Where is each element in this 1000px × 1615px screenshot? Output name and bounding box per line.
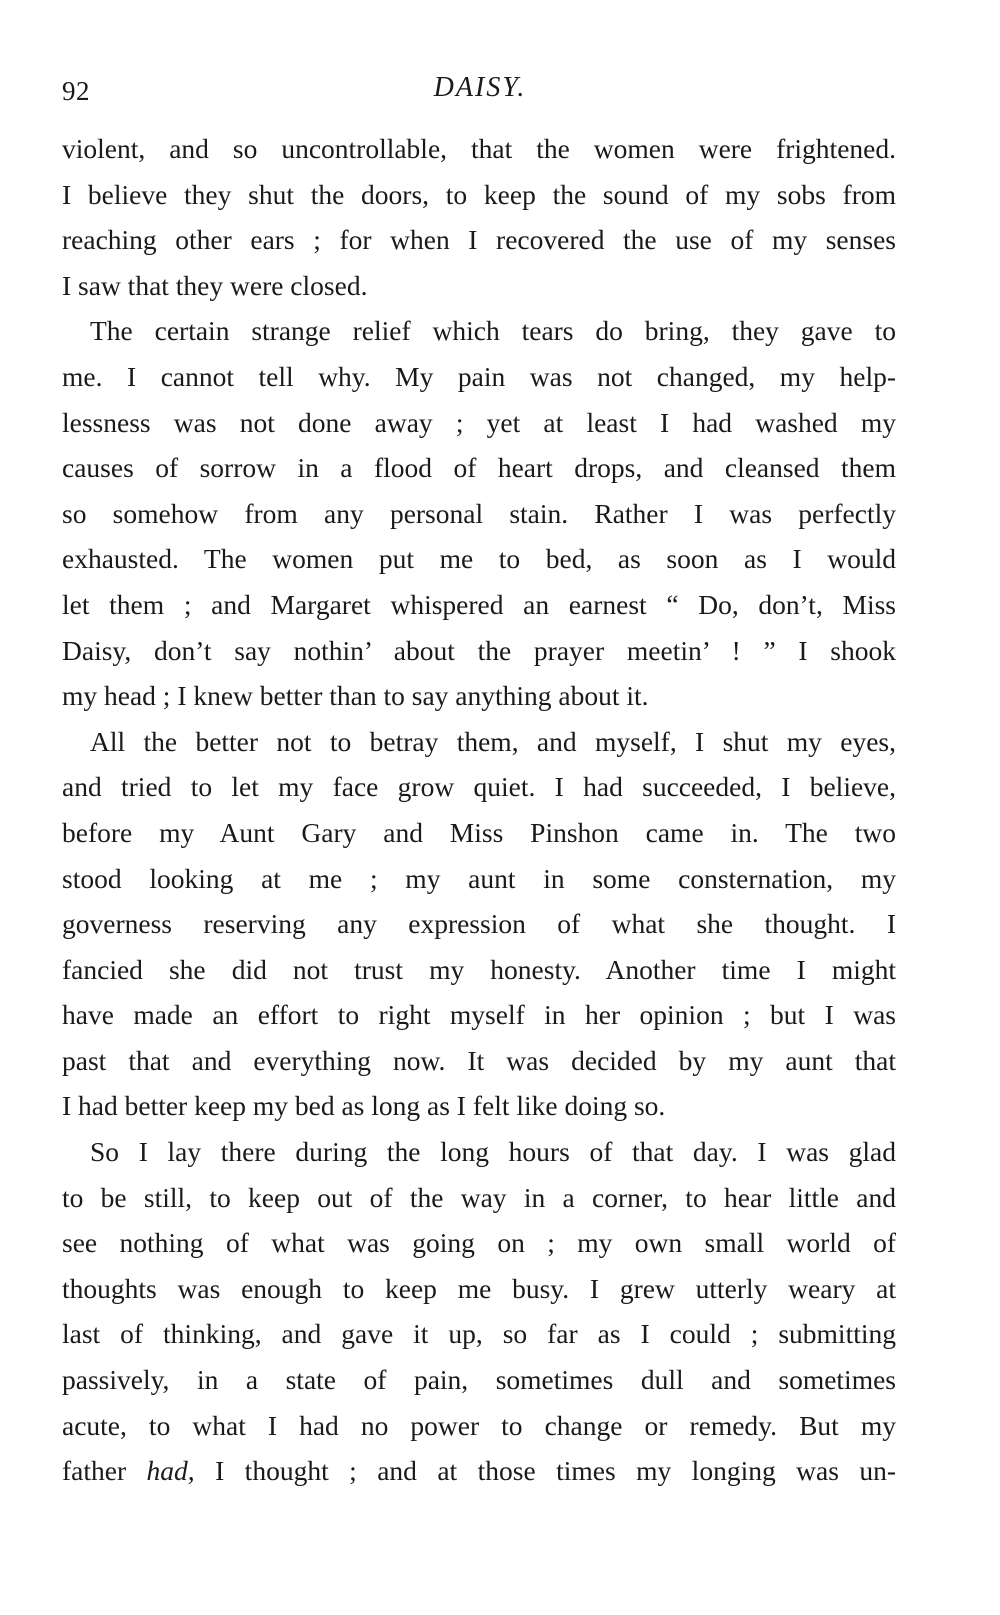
text-line: violent, and so uncontrollable, that the women were frightened. (62, 133, 896, 164)
text-line: I saw that they were closed. (62, 269, 368, 301)
body-text (62, 126, 896, 1494)
text-line: All the better not to betray them, and myself, I shut my eyes, (90, 725, 896, 757)
text-line: Daisy, don’t say nothin’ about the prayer meetin’ ! ” I shook (62, 634, 896, 666)
text-line: fancied she did not trust my honesty. Another time I might (62, 953, 896, 985)
text-line: last of thinking, and gave it up, so far as I could ; submitting (62, 1318, 896, 1350)
text-line: so somehow from any personal stain. Rather I was perfectly (62, 497, 896, 529)
text-line: exhausted. The women put me to bed, as soon as I would (62, 543, 896, 575)
text-line: lessness was not done away ; yet at least I had washed my (62, 406, 896, 438)
emphasized-word: had, (146, 1455, 195, 1487)
text-line: my head ; I knew better than to say anything about it. (62, 680, 649, 712)
text-line: have made an effort to right myself in her opinion ; but I was (62, 999, 896, 1031)
page-number: 92 (62, 76, 90, 106)
text-line: causes of sorrow in a flood of heart drops, and cleansed them (62, 452, 896, 484)
text-line: reaching other ears ; for when I recovered the use of my senses (62, 224, 896, 256)
text-line: past that and everything now. It was decided by my aunt that (62, 1044, 896, 1076)
text-line: So I lay there during the long hours of that day. I was glad (90, 1136, 896, 1168)
text-segment: father (62, 1455, 147, 1487)
text-line: before my Aunt Gary and Miss Pinshon came in. The two (62, 816, 896, 848)
text-line-final (62, 1448, 896, 1494)
text-line: let them ; and Margaret whispered an earnest “ Do, don’t, Miss (62, 588, 896, 620)
text-segment: I thought ; and at those times my longing was un- (194, 1455, 896, 1487)
text-line: see nothing of what was going on ; my own small world of (62, 1227, 896, 1259)
running-title: DAISY. (433, 72, 527, 103)
text-line: I believe they shut the doors, to keep the sound of my sobs from (62, 178, 896, 210)
text-line: passively, in a state of pain, sometimes dull and sometimes (62, 1364, 896, 1396)
text-line: acute, to what I had no power to change or remedy. But my (62, 1409, 896, 1441)
text-line: governess reserving any expression of what she thought. I (62, 908, 896, 940)
text-line: me. I cannot tell why. My pain was not changed, my help- (62, 360, 896, 392)
text-line: The certain strange relief which tears do bring, they gave to (90, 315, 896, 347)
text-line: I had better keep my bed as long as I felt like doing so. (62, 1090, 666, 1122)
text-line: stood looking at me ; my aunt in some consternation, my (62, 862, 896, 894)
text-line: and tried to let my face grow quiet. I had succeeded, I believe, (62, 771, 896, 803)
text-line: to be still, to keep out of the way in a corner, to hear little and (62, 1181, 896, 1213)
text-line: thoughts was enough to keep me busy. I grew utterly weary at (62, 1272, 896, 1304)
